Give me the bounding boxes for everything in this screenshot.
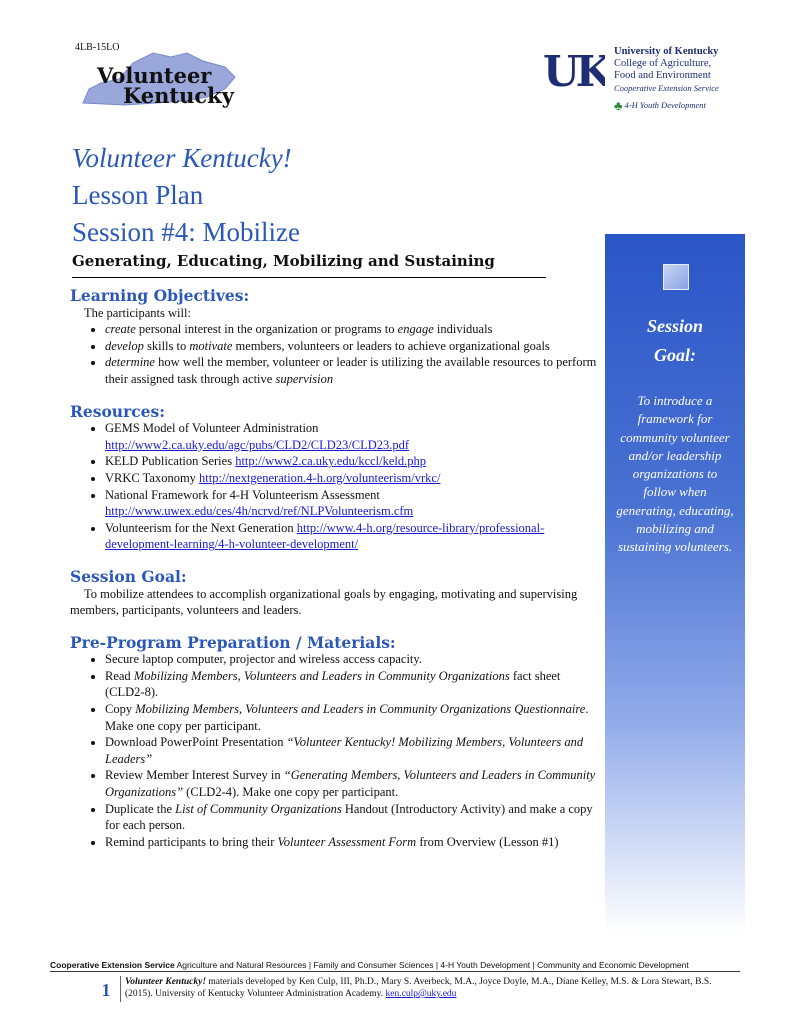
- logo-word-volunteer: Volunteer: [97, 63, 212, 88]
- clover-icon: ♣: [614, 98, 623, 113]
- logo-word-kentucky: Kentucky: [123, 83, 234, 108]
- list-item: • KELD Publication Series http://www2.ca.uky.edu/kccl/keld.php: [105, 453, 600, 470]
- footer-ces: Cooperative Extension Service: [50, 960, 175, 970]
- list-item: • Review Member Interest Survey in “Generating Members, Volunteers and Leaders in Community Organizations” (CLD2-4). Make one copy per participant.: [105, 767, 600, 800]
- page-title: Volunteer Kentucky!: [72, 143, 292, 173]
- list-item: • Copy Mobilizing Members, Volunteers and Leaders in Community Organizations Questionnaire. Make one copy per participant.: [105, 701, 600, 734]
- uk-college: College of Agriculture,: [614, 58, 712, 69]
- objectives-list: [70, 321, 600, 387]
- uk-logo: [543, 46, 605, 92]
- uk-extension: Cooperative Extension Service: [614, 83, 719, 93]
- page-number-divider: [120, 976, 121, 1002]
- vrkc-link[interactable]: http://nextgeneration.4-h.org/volunteerism/vrkc/: [199, 470, 441, 485]
- sidebar-text: To introduce a framework for community volunteer and/or leadership organizations to follow when generating, educating, mobilizing and sustaining volunteers.: [616, 393, 734, 555]
- main-content: [70, 288, 600, 850]
- volunteer-kentucky-logo: [75, 45, 240, 110]
- kentucky-map-icon: [75, 45, 240, 110]
- session-goal-heading: Session Goal:: [70, 566, 187, 586]
- title-divider: [72, 277, 546, 278]
- list-item: • Download PowerPoint Presentation “Volunteer Kentucky! Mobilizing Members, Volunteers and Leaders”: [105, 734, 600, 767]
- list-item: • determine how well the member, volunteer or leader is utilizing the available resources to perform their assigned task through active supervision: [105, 354, 600, 387]
- uk-college-block: [614, 46, 764, 94]
- list-item: • develop skills to motivate members, volunteers or leaders to achieve organizational goals: [105, 338, 600, 355]
- next-generation-link[interactable]: http://www.4-h.org/resource-library/professional-development-learning/4-h-volunteer-development/: [105, 520, 545, 552]
- document-code: 4LB-15LO: [75, 42, 120, 53]
- list-item: • Volunteerism for the Next Generation http://www.4-h.org/resource-library/professional-development-learning/4-h-volunteer-development/: [105, 520, 600, 553]
- list-item: • National Framework for 4-H Volunteerism Assessment http://www.uwex.edu/ces/4h/ncrvd/ref/NLPVolunteerism.cfm: [105, 487, 600, 520]
- svg-text:UK: UK: [543, 47, 605, 92]
- lesson-plan-title: Lesson Plan: [72, 180, 204, 210]
- framework-link[interactable]: http://www.uwex.edu/ces/4h/ncrvd/ref/NLPVolunteerism.cfm: [105, 504, 414, 519]
- session-title: Session #4: Mobilize: [72, 217, 300, 247]
- session-goal-text: To mobilize attendees to accomplish organizational goals by engaging, motivating and supervising members, participants, volunteers and leaders.: [70, 586, 578, 618]
- page-number: 1: [101, 980, 111, 1000]
- four-h-line: [614, 98, 764, 114]
- resources-heading: Resources:: [70, 401, 165, 421]
- list-item: • Duplicate the List of Community Organizations Handout (Introductory Activity) and make a copy for each person.: [105, 801, 600, 834]
- objectives-intro: The participants will:: [84, 305, 191, 320]
- uk-college-2: Food and Environment: [614, 70, 711, 81]
- list-item: • Secure laptop computer, projector and wireless access capacity.: [105, 651, 600, 668]
- footer-divider: [50, 971, 740, 972]
- list-item: • GEMS Model of Volunteer Administration http://www2.ca.uky.edu/agc/pubs/CLD2/CLD23/CLD23.pdf: [105, 420, 600, 453]
- email-link[interactable]: ken.culp@uky.edu: [385, 989, 457, 999]
- resources-list: [70, 420, 600, 553]
- objectives-heading: Learning Objectives:: [70, 286, 250, 305]
- uk-name: University of Kentucky: [614, 46, 719, 57]
- footer-credit: Volunteer Kentucky! materials developed by Ken Culp, III, Ph.D., Mary S. Averbeck, M.A., Joyce Doyle, M.A., Diane Kelley, M.S. & Lora Stewart, B.S. (2015). University of Kentucky Volunteer Administration Academy. ken.culp@uky.edu: [125, 977, 712, 999]
- gems-link[interactable]: http://www2.ca.uky.edu/agc/pubs/CLD2/CLD23/CLD23.pdf: [105, 437, 410, 452]
- sidebar-heading: Session Goal:: [646, 316, 704, 365]
- square-icon: [663, 264, 689, 290]
- footer-programs: Cooperative Extension Service Agriculture and Natural Resources | Family and Consumer Sciences | 4-H Youth Development | Community and Economic Development: [50, 960, 689, 970]
- list-item: • Read Mobilizing Members, Volunteers and Leaders in Community Organizations fact sheet (CLD2-8).: [105, 668, 600, 701]
- list-item: • Remind participants to bring their Volunteer Assessment Form from Overview (Lesson #1): [105, 834, 600, 851]
- keld-link[interactable]: http://www2.ca.uky.edu/kccl/keld.php: [235, 454, 427, 469]
- list-item: • VRKC Taxonomy http://nextgeneration.4-h.org/volunteerism/vrkc/: [105, 470, 600, 487]
- subtitle: Generating, Educating, Mobilizing and Sustaining: [72, 252, 495, 270]
- list-item: • create personal interest in the organization or programs to engage individuals: [105, 321, 600, 338]
- preparation-heading: Pre-Program Preparation / Materials:: [70, 632, 396, 652]
- preparation-list: [70, 651, 600, 850]
- four-h-text: 4-H Youth Development: [624, 100, 706, 110]
